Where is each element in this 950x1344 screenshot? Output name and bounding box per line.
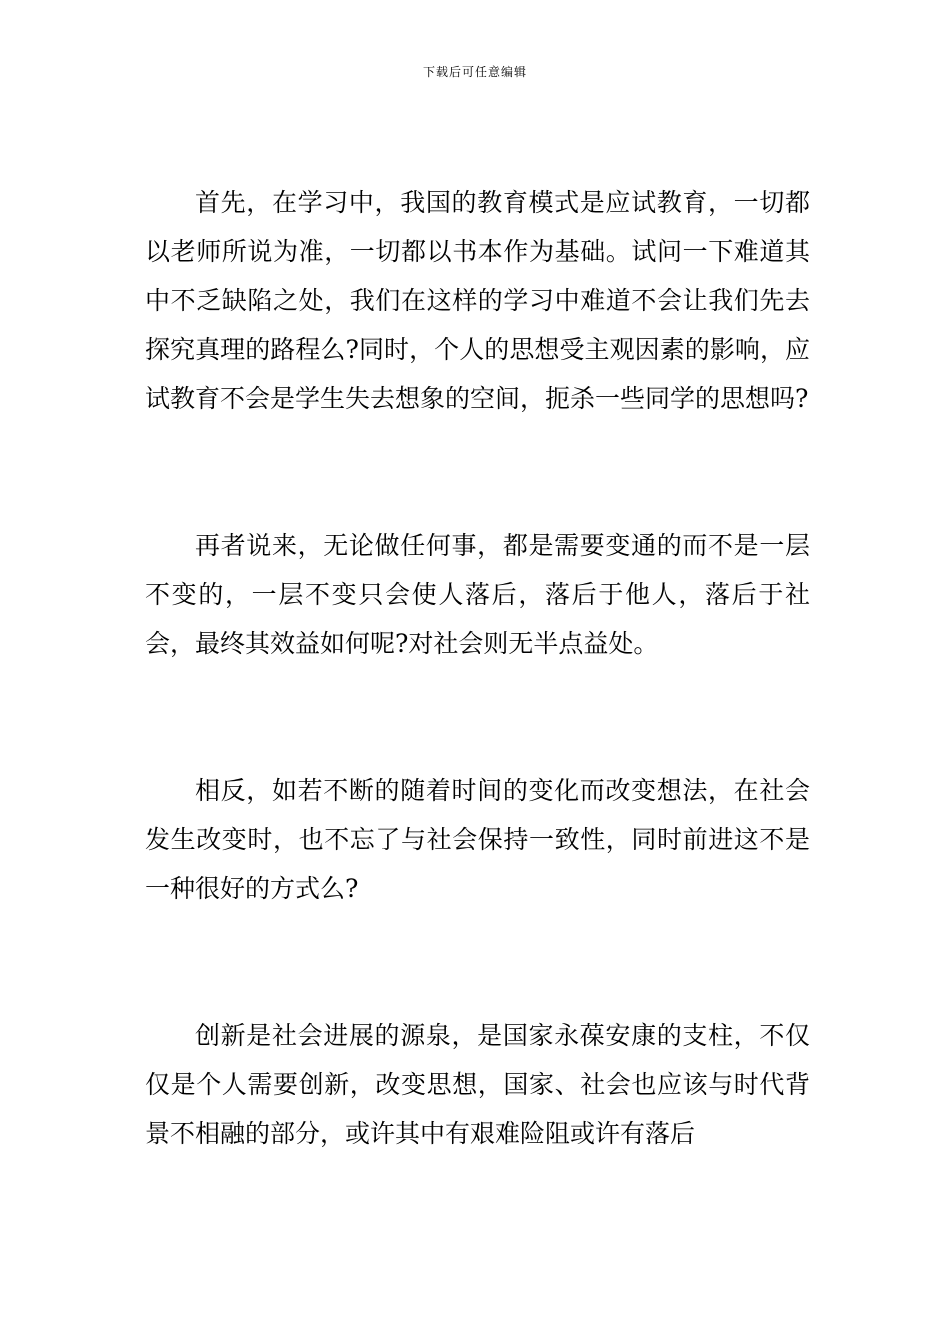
paragraph-1: 首先，在学习中，我国的教育模式是应试教育，一切都以老师所说为准，一切都以书本作为基础。试问一下难道其中不乏缺陷之处，我们在这样的学习中难道不会让我们先去探究真理的路程么?同时，个人的思想受主观因素的影响，应试教育不会是学生失去想象的空间，扼杀一些同学的思想吗? <box>145 188 810 413</box>
paragraph-2: 再者说来，无论做任何事，都是需要变通的而不是一层不变的，一层不变只会使人落后，落后于他人，落后于社会，最终其效益如何呢?对社会则无半点益处。 <box>145 531 810 658</box>
page-header: 下载后可任意编辑 <box>422 65 527 79</box>
document-body <box>145 178 810 1158</box>
paragraph-3: 相反，如若不断的随着时间的变化而改变想法，在社会发生改变时，也不忘了与社会保持一致性，同时前进这不是一种很好的方式么? <box>145 776 810 903</box>
paragraph-4: 创新是社会进展的源泉，是国家永葆安康的支柱，不仅仅是个人需要创新，改变思想，国家、社会也应该与时代背景不相融的部分，或许其中有艰难险阻或许有落后 <box>145 1021 810 1148</box>
